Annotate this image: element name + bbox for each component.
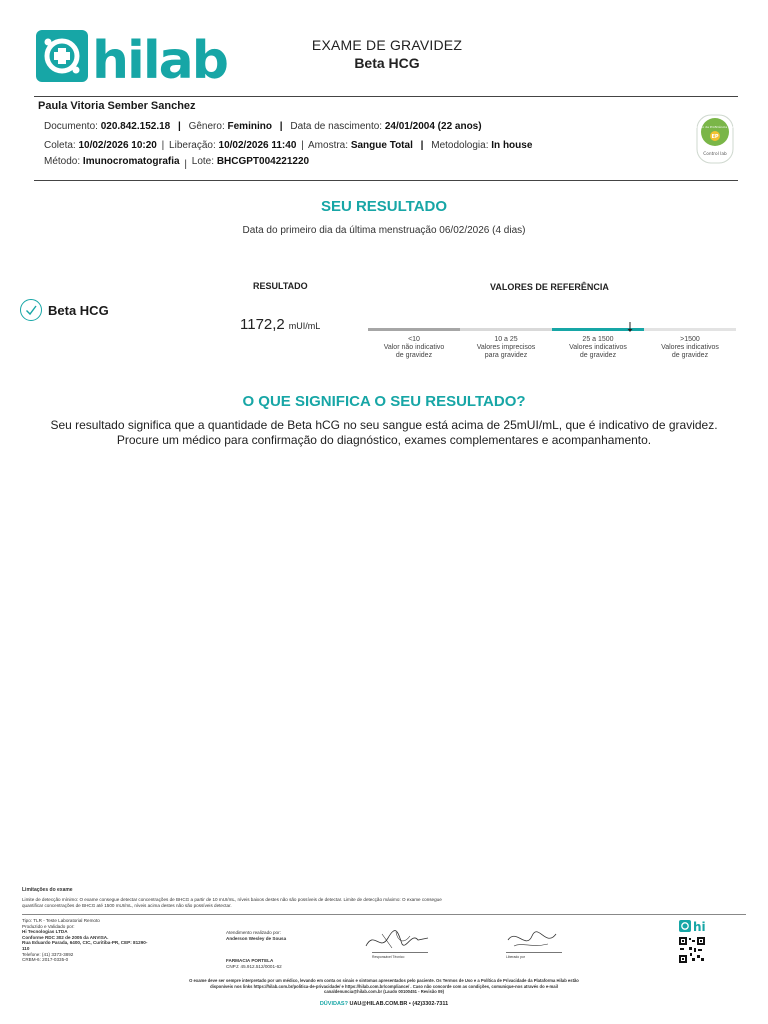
reference-scale: [368, 318, 736, 378]
contact-info[interactable]: UAU@HILAB.COM.BR • (42)3302-7311: [349, 1001, 449, 1007]
reference-column-header: VALORES DE REFERÊNCIA: [490, 282, 609, 292]
result-value-block: [240, 316, 320, 333]
exam-name: Beta HCG: [48, 303, 109, 318]
ref-range: 25 a 1500: [582, 336, 614, 343]
release-value: 10/02/2026 11:40: [218, 140, 297, 151]
signature-technical-name: Responsável Técnico: [372, 955, 405, 959]
pharmacy-block: [226, 958, 336, 969]
ref-label-3: [644, 336, 736, 360]
signature-line: [372, 952, 428, 953]
attendance-block: [226, 930, 336, 941]
pharmacy-name: FARMACIA PORTELA: [226, 958, 274, 963]
patient-row-2: [44, 140, 532, 151]
separator: |: [279, 121, 283, 132]
ref-desc: para gravidez: [484, 352, 528, 359]
limitations-title: Limitações do exame: [22, 887, 73, 893]
patient-row-1: [44, 121, 482, 132]
method-value: Imunocromatografia: [82, 156, 180, 167]
methodology-label: Metodologia:: [431, 140, 489, 151]
separator: |: [420, 140, 424, 151]
attended-name: Anderson Wesley de Sousa: [226, 935, 287, 941]
ref-label-2: [552, 336, 644, 360]
ref-desc: Valor não indicativo: [383, 344, 445, 351]
proficiency-seal: [696, 114, 734, 164]
legal-notice: [0, 978, 768, 995]
result-column-header: RESULTADO: [253, 281, 308, 291]
logo-wordmark: hilab: [92, 31, 227, 84]
result-unit: mUI/mL: [288, 321, 321, 331]
document-value: 020.842.152.18: [100, 121, 171, 132]
exam-title: EXAME DE GRAVIDEZ: [311, 37, 463, 53]
collection-value: 10/02/2026 10:20: [78, 140, 157, 151]
ref-label-1: [460, 336, 552, 360]
phone: Telefone: (41) 3373-3892: [22, 951, 74, 957]
ref-range: >1500: [680, 336, 700, 343]
sample-value: Sangue Total: [350, 140, 413, 151]
address: Rua Eduardo Parada, 6400, CIC, Curitiba-PR, CEP: 81290-110: [22, 940, 148, 951]
patient-divider: [34, 180, 738, 181]
methodology-value: In house: [491, 140, 533, 151]
ref-desc: Valores imprecisos: [476, 344, 536, 351]
ref-desc: de gravidez: [579, 352, 617, 359]
ref-desc: Valores indicativos: [569, 344, 627, 351]
birth-label: Data de nascimento:: [290, 121, 383, 132]
separator: |: [301, 140, 304, 151]
company-name: Hi Tecnologias LTDA: [22, 929, 68, 935]
attended-label: Atendimento realizado por:: [226, 930, 281, 935]
seal-badge-text: EP: [711, 134, 719, 140]
meaning-heading: O QUE SIGNIFICA O SEU RESULTADO?: [242, 393, 526, 410]
birth-value: 24/01/2004 (22 anos): [384, 121, 482, 132]
release-label: Liberação:: [169, 140, 216, 151]
ref-segment-3: [644, 328, 736, 331]
menstruation-date-line: Data do primeiro dia da última menstruação 06/02/2026 (4 dias): [242, 225, 526, 236]
ref-range: <10: [408, 336, 420, 343]
result-value: 1172,2: [240, 316, 285, 333]
seal-top-text: Ensaio de Proficiência 2025: [696, 125, 734, 129]
check-icon: [20, 299, 42, 321]
meaning-line-1: Seu resultado significa que a quantidade de Beta hCG no seu sangue está acima de 25mUI/mL, que é indicativo de gravidez.: [50, 418, 718, 432]
seal-bottom-text: Control lab: [703, 152, 727, 157]
exam-subtitle: Beta HCG: [354, 55, 420, 71]
produced-by: Produzido e Validado por:: [22, 923, 75, 929]
legal-line: canaldenuncia@hilab.com.br (Laudo 00100451 - Revisão 09): [324, 989, 444, 995]
gender-value: Feminino: [227, 121, 272, 132]
signature-scribble: [362, 926, 432, 954]
legal-line: O exame deve ser sempre interpretado por um médico, levando em conta os sinais e sintomas apresentados pelo paciente. Os Termos de Uso e a Política de Privacidade da Plataforma Hilab estão: [189, 978, 579, 983]
limitations-text: Limite de detecção mínimo: O exame consegue detectar concentrações de BHCG a partir de 10 mUI/mL, níveis baixos destes não são possíveis de detectar. Limite de detecção máximo: O exame consegue quantificar concentrações de BHCG até 1500 mUI/mL, níveis acima destes não são possíveis detectar.: [22, 897, 442, 908]
patient-row-3: [44, 156, 310, 170]
crbm: CRBM-6: 2017-0335-0: [22, 957, 69, 963]
lot-value: BHCGPT004221220: [216, 156, 310, 167]
method-label: Método:: [44, 156, 81, 167]
separator: |: [161, 140, 165, 151]
legal-line: disponíveis nos links https://hilab.com.br/politica-de-privacidade/ e https://hilab.com.br/compliance/ . Caso não concorde com as condições, comunique-nos através do e-mail: [210, 983, 558, 989]
result-marker-icon: [627, 319, 633, 337]
pharmacy-cnpj: CNPJ: 45.912.512/0001-62: [226, 963, 282, 969]
separator: |: [184, 159, 187, 170]
ref-desc: Valores indicativos: [661, 344, 719, 351]
collection-label: Coleta:: [44, 140, 76, 151]
hilab-logo: [36, 30, 238, 84]
footer-divider: [22, 914, 746, 915]
signature-scribble: [502, 926, 562, 954]
sample-label: Amostra:: [308, 140, 349, 151]
gender-label: Gênero:: [188, 121, 225, 132]
ref-segment-1: [460, 328, 552, 331]
ref-desc: de gravidez: [395, 352, 433, 359]
ref-desc: de gravidez: [671, 352, 709, 359]
ref-segment-0: [368, 328, 460, 331]
meaning-text: [0, 418, 768, 448]
signature-line: [506, 952, 562, 953]
hilab-small-logo-icon: [679, 920, 709, 933]
result-heading: SEU RESULTADO: [320, 198, 448, 215]
qr-code-icon: [679, 937, 705, 968]
doubts-label: DÚVIDAS?: [319, 1001, 348, 1007]
meaning-line-2: Procure um médico para confirmação do diagnóstico, exames complementares e acompanhamento.: [116, 433, 652, 447]
header-divider: [34, 96, 738, 97]
patient-name: Paula Vitoria Sember Sanchez: [38, 100, 196, 112]
ref-range: 10 a 25: [494, 336, 518, 343]
document-label: Documento:: [44, 121, 98, 132]
conformity: Conforme RDC 302 de 2005 da ANVISA.: [22, 934, 109, 940]
producer-block: [22, 918, 152, 963]
hilab-logo-mark: [36, 30, 238, 84]
type-line: Tipo: TLR - Teste Laboratorial Remoto: [22, 918, 100, 923]
hilab-small-logo: [679, 920, 709, 938]
seal-badge-icon: [696, 114, 734, 164]
lot-label: Lote:: [191, 156, 215, 167]
signature-release-name: Liberado por: [506, 955, 526, 959]
separator: |: [178, 121, 181, 132]
ref-label-0: [368, 336, 460, 360]
hilab-small-wordmark: hi: [693, 920, 706, 933]
contact-line: [0, 1001, 768, 1007]
